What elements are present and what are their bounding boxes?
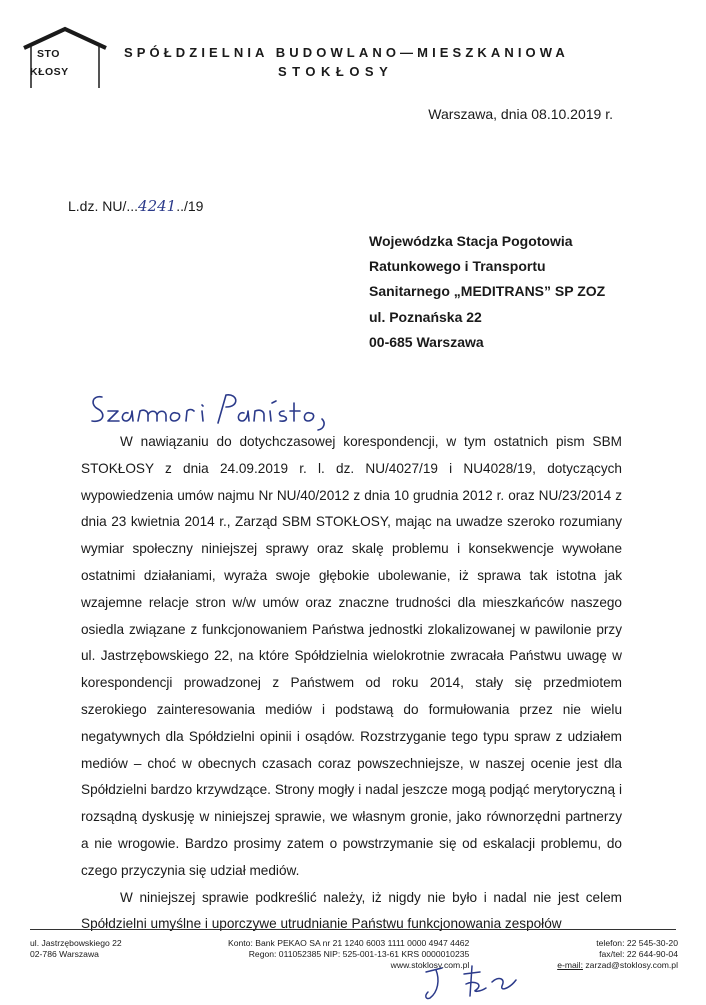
date-line: Warszawa, dnia 08.10.2019 r. bbox=[428, 106, 613, 122]
fax-label: fax/tel: bbox=[599, 949, 625, 959]
recipient-line: Ratunkowego i Transportu bbox=[369, 258, 546, 275]
signature-icon bbox=[420, 962, 530, 1000]
greeting-handwriting-icon bbox=[88, 389, 348, 431]
signature bbox=[420, 962, 530, 1005]
email-label: e-mail: bbox=[557, 960, 583, 970]
reference-prefix: L.dz. NU/ bbox=[68, 198, 127, 214]
reference-suffix: /19 bbox=[184, 198, 204, 214]
body-paragraph: W nawiązaniu do dotychczasowej korespondencji, w tym ostatnich pism SBM STOKŁOSY z dnia 24.09.2019 r. l. dz. NU/4027/19 i NU4028/19, dotyczących wypowiedzenia umów najmu Nr NU/40/2012 z dnia 10 grudnia 2012 r. oraz NU/23/2014 z dnia 23 kwietnia 2014 r., Zarząd SBM STOKŁOSY, mając na uwadze szeroko rozumiany wymiar społeczny niniejszej sprawy oraz skalę problemu i konsekwencje wywołane ostatnimi działaniami, wyraża swoje głębokie ubolewanie, iż sprawa tak istotna jak wzajemne relacje stron w/w umów oraz znaczne trudności dla mieszkańców naszego osiedla związane z funkcjonowaniem Państwa jednostki zlokalizowanej w pawilonie przy ul. Jastrzębowskiego 22, na które Spółdzielnia wielokrotnie zwracała Państwu uwagę w korespondencji prowadzonej z Państwem od roku 2014, stały się przedmiotem szerokiego zainteresowania mediów i podstawą do formułowania przez nie wielu negatywnych dla Spółdzielni opinii i osądów. Rozstrzyganie tego typu spraw z udziałem mediów – choć w obecnych czasach coraz powszechniejsze, w naszej ocenie jest dla Spółdzielni bardzo krzywdzące. Strony mogły i nadal jeszcze mogą podjąć merytoryczną i rozsądną dyskusję w niniejszej sprawie, we własnym gronie, jako równorzędni partnerzy a nie wrogowie. Bardzo prosimy zatem o powstrzymanie się od eskalacji problemu, do czego przyczynia się udział mediów. bbox=[81, 434, 622, 878]
footer-website: www.stoklosy.com.pl bbox=[390, 960, 470, 970]
organization-name: SPÓŁDZIELNIA BUDOWLANO—MIESZKANIOWA bbox=[124, 45, 569, 60]
footer-line: 02-786 Warszawa bbox=[30, 949, 99, 959]
logo bbox=[22, 26, 108, 90]
footer-address bbox=[30, 938, 122, 960]
logo-text-line2: KŁOSY bbox=[30, 66, 69, 78]
phone-label: telefon: bbox=[596, 938, 625, 948]
recipient-line: Sanitarnego „MEDITRANS” SP ZOZ bbox=[369, 283, 606, 300]
fax-number: 22 644-90-04 bbox=[626, 949, 678, 959]
recipient-address bbox=[369, 229, 605, 355]
roof-logo-icon bbox=[22, 26, 108, 90]
organization-name-line2: STOKŁOSY bbox=[278, 64, 394, 79]
recipient-line: Wojewódzka Stacja Pogotowia bbox=[369, 233, 573, 249]
footer-line: ul. Jastrzębowskiego 22 bbox=[30, 938, 122, 948]
footer-email bbox=[557, 960, 678, 971]
reference-dots-after: .. bbox=[176, 198, 184, 214]
footer-divider bbox=[30, 929, 676, 930]
body-paragraph: W niniejszej sprawie podkreślić należy, iż nigdy nie było i nadal nie jest celem Spółdzielni umyślne i uporczywe utrudnianie Państwu funkcjonowania zespołów bbox=[81, 889, 622, 932]
email-address: zarzad@stoklosy.com.pl bbox=[585, 960, 678, 970]
footer-line: Regon: 011052385 NIP: 525-001-13-61 KRS 0000010235 bbox=[248, 949, 470, 959]
footer-contact bbox=[557, 938, 678, 971]
letter-body bbox=[81, 429, 622, 938]
reference-number bbox=[68, 197, 203, 215]
phone-number: 22 545-30-20 bbox=[626, 938, 678, 948]
handwritten-reference-number: 4241 bbox=[138, 197, 177, 215]
footer-phone bbox=[557, 938, 678, 949]
footer-line: Konto: Bank PEKAO SA nr 21 1240 6003 1111 0000 4947 4462 bbox=[228, 938, 470, 948]
logo-text-line1: STO bbox=[37, 48, 60, 60]
recipient-line: ul. Poznańska 22 bbox=[369, 308, 482, 325]
recipient-line: 00-685 Warszawa bbox=[369, 333, 484, 350]
footer-fax bbox=[557, 949, 678, 960]
reference-dots: ... bbox=[126, 198, 139, 214]
